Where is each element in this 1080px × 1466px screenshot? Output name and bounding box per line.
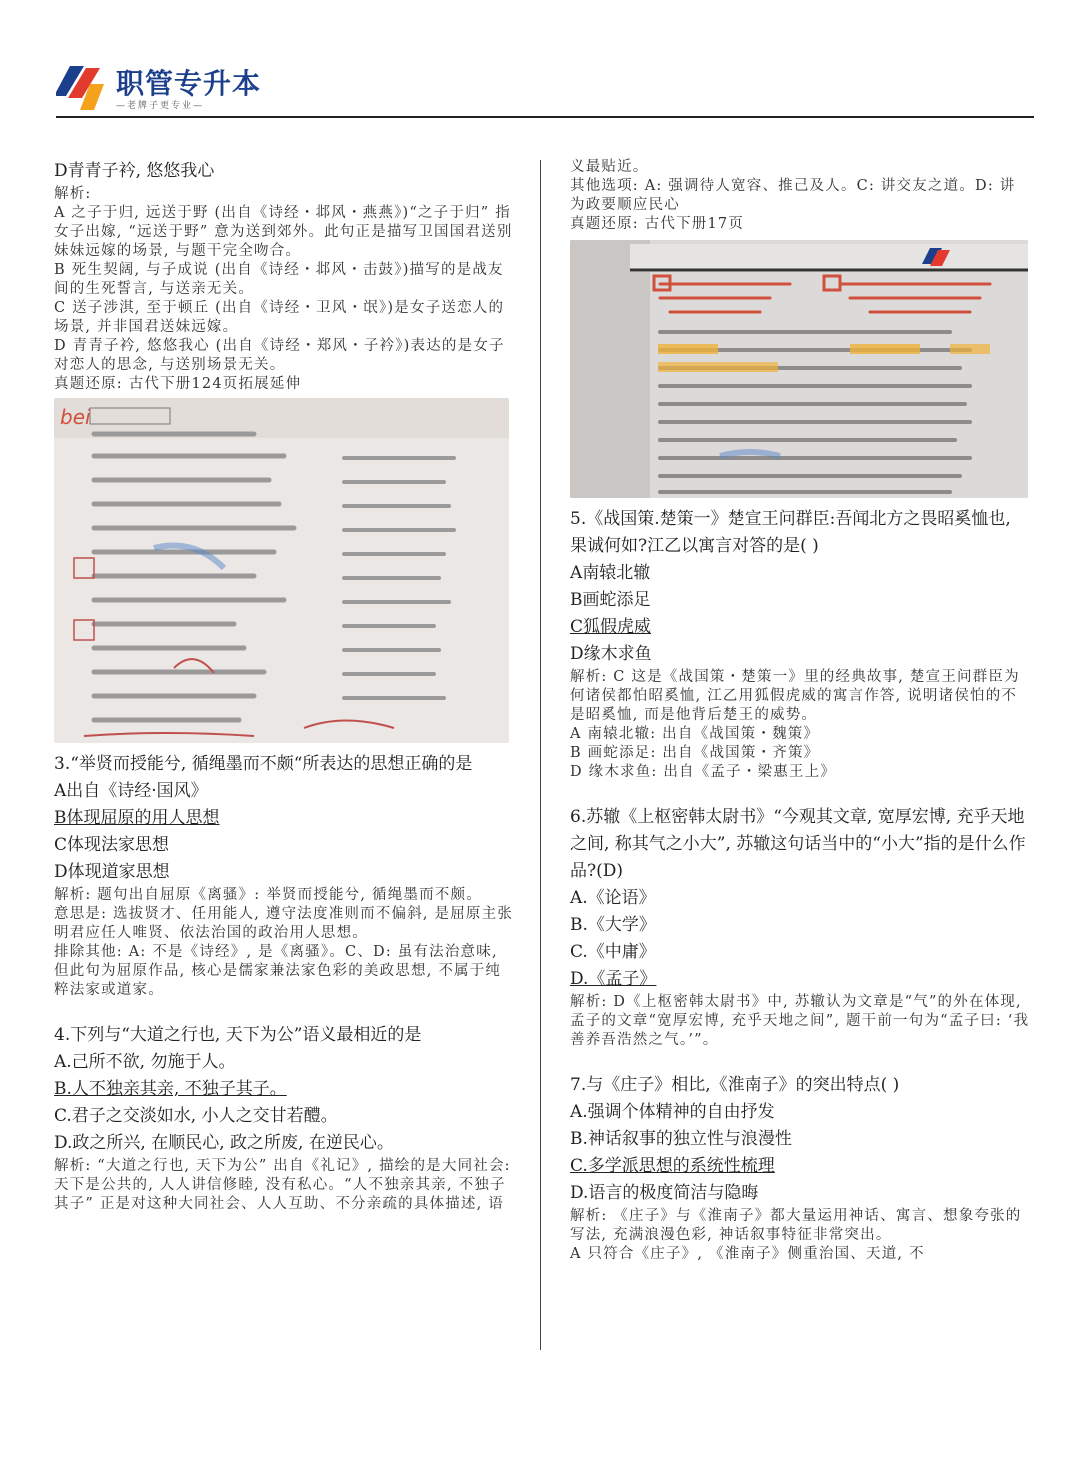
q6-option-b: B.《大学》 — [570, 915, 656, 935]
q6-analysis: 解析: D《上枢密韩太尉书》中, 苏辙认为文章是“气”的外在体现, 孟子的文章“宽厚宏博, 充乎天地之间”, 题干前一句为“孟子曰: ‘我善养吾浩然之气。’”。 — [570, 994, 1030, 1048]
q2-analysis-a: A 之子于归, 远送于野 (出自《诗经・邶风・燕燕》)“之子于归” 指女子出嫁, “远送于野” 意为送到郊外。此句正是描写卫国国君送别妹妹远嫁的场景, 与题干完全吻合。 — [54, 205, 513, 259]
q4-option-a: A.己所不欲, 勿施于人。 — [54, 1052, 236, 1072]
q2-analysis-heading: 解析: — [54, 186, 92, 202]
textbook-photo-2 — [570, 240, 1028, 498]
q7-option-d: D.语言的极度简洁与隐晦 — [570, 1183, 759, 1203]
q3-option-c: C体现法家思想 — [54, 835, 170, 855]
page-header — [56, 58, 1034, 118]
q3-analysis-3: 排除其他: A: 不是《诗经》, 是《离骚》。C、D: 虽有法治意味, 但此句为屈原作品, 核心是儒家兼法家色彩的美政思想, 不属于纯粹法家或道家。 — [54, 944, 502, 998]
q7-analysis-1: 解析: 《庄子》与《淮南子》都大量运用神话、寓言、想象夸张的写法, 充满浪漫色彩, 神话叙事特征非常突出。 — [570, 1208, 1022, 1243]
q3-stem: 3.“举贤而授能兮, 循绳墨而不颇“所表达的思想正确的是 — [54, 754, 473, 774]
left-column — [54, 158, 514, 1214]
spacer — [570, 1050, 1030, 1072]
q5-analysis-a: A 南辕北辙: 出自《战国策・魏策》 — [570, 726, 820, 742]
q6-stem: 6.苏辙《上枢密韩太尉书》“今观其文章, 宽厚宏博, 充乎天地之间, 称其气之小大”, 苏辙这句话当中的“小大”指的是什么作品?(D) — [570, 807, 1026, 881]
brand-tagline: —老牌子更专业— — [116, 101, 205, 111]
column-divider — [540, 160, 541, 1350]
brand-name: 职管专升本 — [116, 67, 262, 100]
q5-option-d: D缘木求鱼 — [570, 644, 652, 664]
right-column — [570, 158, 1030, 1264]
q2-analysis-c: C 送子涉淇, 至于顿丘 (出自《诗经・卫风・氓》)是女子送恋人的场景, 并非国君送妹远嫁。 — [54, 300, 505, 335]
q4-stem: 4.下列与“大道之行也, 天下为公”语义最相近的是 — [54, 1025, 422, 1045]
spacer — [54, 1000, 514, 1022]
q4-analysis-cont: 义最贴近。 — [570, 159, 649, 175]
q5-option-c-answer: C狐假虎威 — [570, 617, 652, 637]
q3-option-b-answer: B体现屈原的用人思想 — [54, 808, 220, 828]
q6-option-a: A.《论语》 — [570, 888, 656, 908]
header-divider — [56, 116, 1034, 118]
q5-option-a: A南辕北辙 — [570, 563, 651, 583]
textbook-photo-1 — [54, 398, 509, 743]
q2-analysis-b: B 死生契阔, 与子成说 (出自《诗经・邶风・击鼓》)描写的是战友间的生死誓言, 与送亲无关。 — [54, 262, 504, 297]
q2-analysis-d: D 青青子衿, 悠悠我心 (出自《诗经・郑风・子衿》)表达的是女子对恋人的思念, 与送别场景无关。 — [54, 338, 505, 373]
q2-option-d: D青青子衿, 悠悠我心 — [54, 161, 215, 181]
q7-option-c-answer: C.多学派思想的系统性梳理 — [570, 1156, 775, 1176]
brand-logo-icon — [56, 66, 106, 110]
q4-other-options: 其他选项: A: 强调待人宽容、推己及人。C: 讲交友之道。D: 讲为政要顺应民心 — [570, 178, 1016, 213]
q5-option-b: B画蛇添足 — [570, 590, 651, 610]
q7-option-a: A.强调个体精神的自由抒发 — [570, 1102, 775, 1122]
q6-option-d-answer: D.《孟子》 — [570, 969, 657, 989]
q5-analysis-b: B 画蛇添足: 出自《战国策・齐策》 — [570, 745, 820, 761]
q4-analysis: 解析: “大道之行也, 天下为公” 出自《礼记》, 描绘的是大同社会: 天下是公共的, 人人讲信修睦, 没有私心。“人不独亲其亲, 不独子其子” 正是对这种大同社会、人人互助、不分亲疏的具体描述, 语 — [54, 1158, 511, 1212]
q3-option-d: D体现道家思想 — [54, 862, 170, 882]
q3-option-a: A出自《诗经·国风》 — [54, 781, 208, 801]
q4-option-d: D.政之所兴, 在顺民心, 政之所废, 在逆民心。 — [54, 1133, 394, 1153]
q6-option-c: C.《中庸》 — [570, 942, 656, 962]
q3-analysis-2: 意思是: 选拔贤才、任用能人, 遵守法度准则而不偏斜, 是屈原主张明君应任人唯贤、依法治国的政治用人思想。 — [54, 906, 514, 941]
spacer — [570, 782, 1030, 804]
q7-stem: 7.与《庄子》相比,《淮南子》的突出特点( ) — [570, 1075, 900, 1095]
textbook-photo-2-image — [570, 240, 1028, 498]
svg-text:bei: bei — [60, 405, 91, 429]
q2-source: 真题还原: 古代下册124页拓展延伸 — [54, 376, 302, 392]
q3-analysis-1: 解析: 题句出自屈原《离骚》: 举贤而授能兮, 循绳墨而不颇。 — [54, 887, 482, 903]
q4-option-c: C.君子之交淡如水, 小人之交甘若醴。 — [54, 1106, 338, 1126]
q4-source: 真题还原: 古代下册17页 — [570, 216, 745, 232]
textbook-photo-1-image — [54, 398, 509, 743]
q5-stem: 5.《战国策.楚策一》楚宣王问群臣:吾闻北方之畏昭奚恤也, 果诚何如?江乙以寓言对答的是( ) — [570, 509, 1011, 556]
q5-analysis-d: D 缘木求鱼: 出自《孟子・梁惠王上》 — [570, 764, 837, 780]
q7-analysis-2: A 只符合《庄子》, 《淮南子》侧重治国、天道, 不 — [570, 1246, 925, 1262]
q5-analysis-main: 解析: C 这是《战国策・楚策一》里的经典故事, 楚宣王问群臣为何诸侯都怕昭奚恤, 江乙用狐假虎威的寓言作答, 说明诸侯怕的不是昭奚恤, 而是他背后楚王的威势。 — [570, 669, 1020, 723]
q7-option-b: B.神话叙事的独立性与浪漫性 — [570, 1129, 792, 1149]
q4-option-b-answer: B.人不独亲其亲, 不独子其子。 — [54, 1079, 287, 1099]
